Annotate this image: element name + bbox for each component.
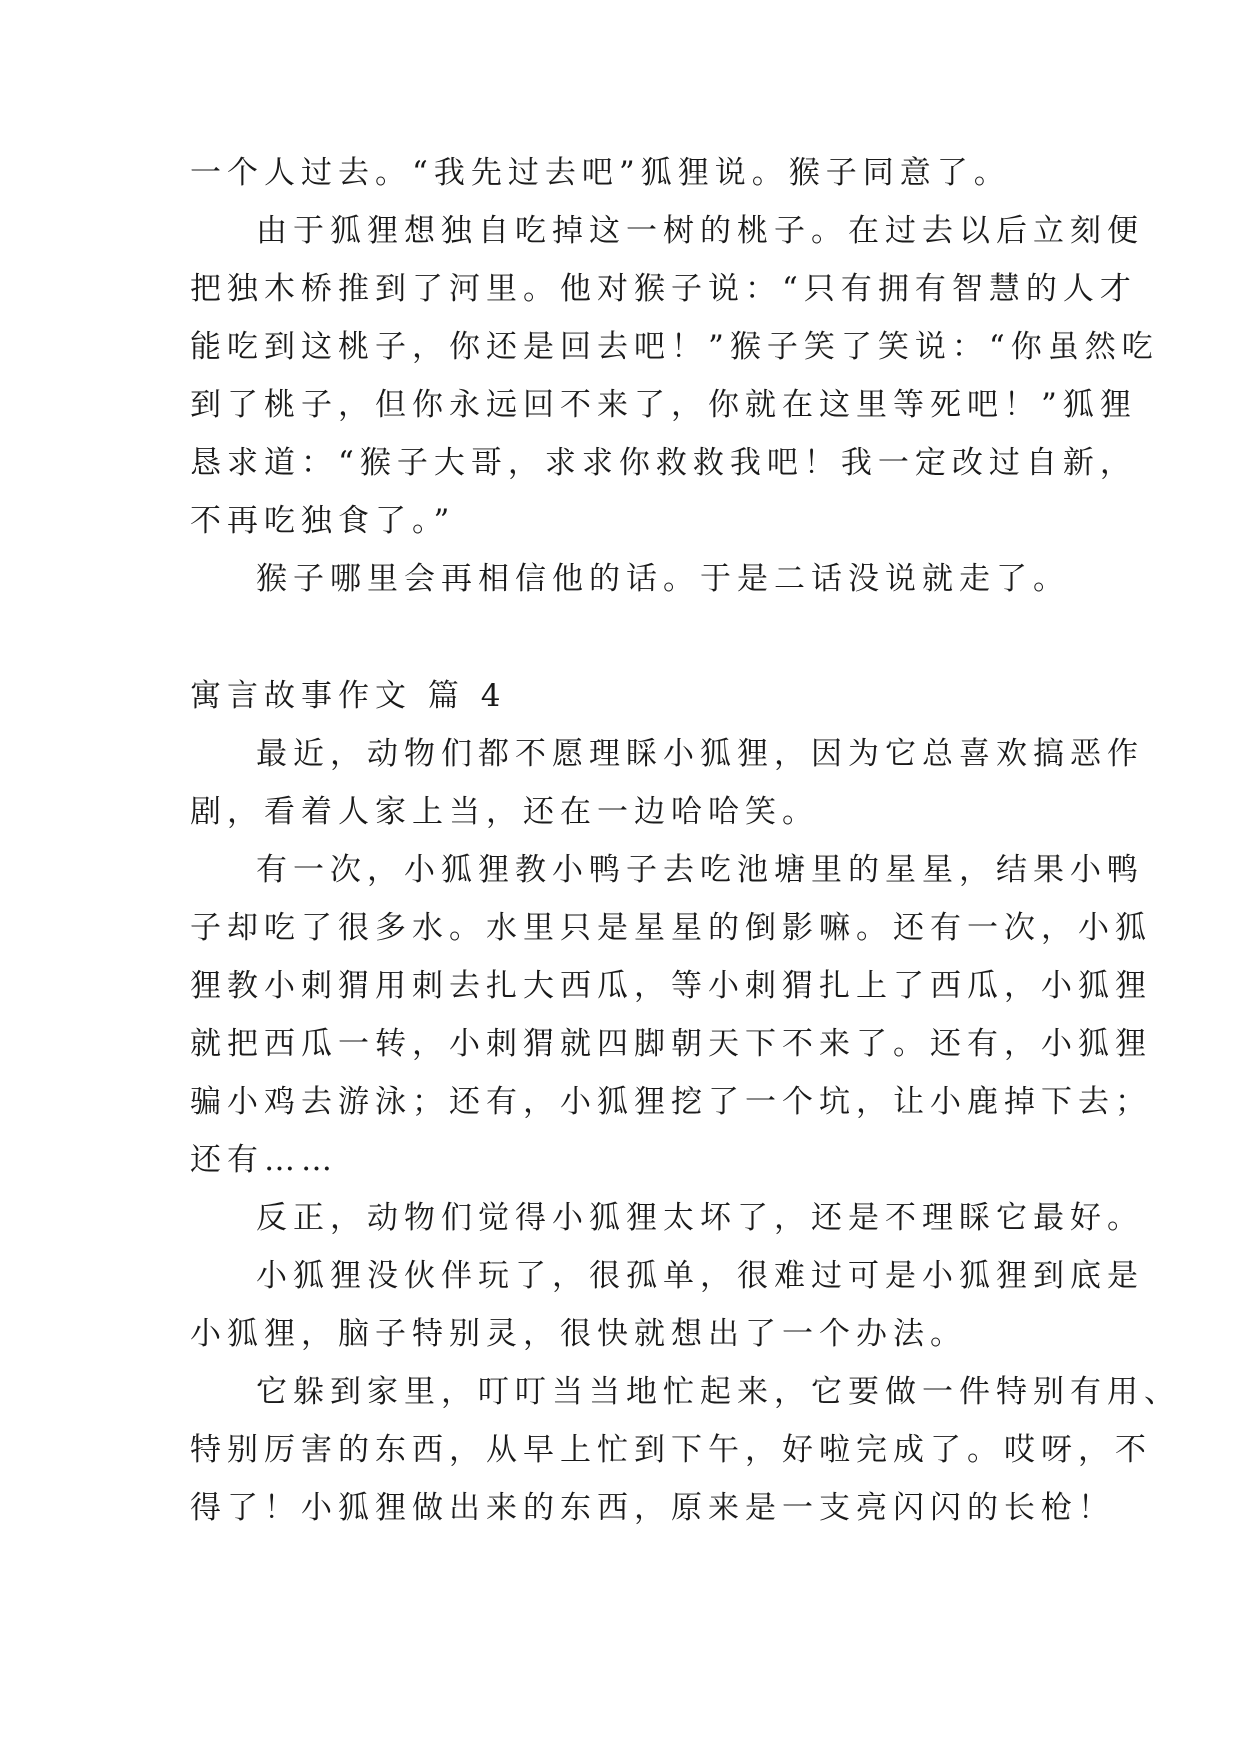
continuation-line: 一个人过去。“我先过去吧”狐狸说。猴子同意了。 — [190, 155, 1011, 191]
paragraph-line: 反正，动物们觉得小狐狸太坏了，还是不理睬它最好。 — [256, 1200, 1144, 1236]
paragraph-line: 有一次，小狐狸教小鸭子去吃池塘里的星星，结果小鸭 — [256, 852, 1144, 888]
paragraph-line: 骗小鸡去游泳；还有，小狐狸挖了一个坑，让小鹿掉下去； — [190, 1084, 1152, 1120]
paragraph-line: 猴子哪里会再相信他的话。于是二话没说就走了。 — [256, 561, 1070, 597]
section-heading: 寓言故事作文 篇 4 — [190, 678, 507, 714]
paragraph-line: 能吃到这桃子，你还是回去吧！”猴子笑了笑说：“你虽然吃 — [190, 329, 1159, 365]
paragraph-line: 子却吃了很多水。水里只是星星的倒影嘛。还有一次，小狐 — [190, 910, 1152, 946]
paragraph-line: 剧，看着人家上当，还在一边哈哈笑。 — [190, 794, 819, 830]
paragraph-line: 就把西瓜一转，小刺猬就四脚朝天下不来了。还有，小狐狸 — [190, 1026, 1152, 1062]
paragraph-line: 最近，动物们都不愿理睬小狐狸，因为它总喜欢搞恶作 — [256, 736, 1144, 772]
paragraph-line: 还有…… — [190, 1142, 338, 1178]
paragraph-line: 把独木桥推到了河里。他对猴子说：“只有拥有智慧的人才 — [190, 271, 1137, 307]
paragraph-line: 到了桃子，但你永远回不来了，你就在这里等死吧！”狐狸 — [190, 387, 1137, 423]
paragraph-line: 小狐狸没伙伴玩了，很孤单，很难过可是小狐狸到底是 — [256, 1258, 1144, 1294]
paragraph-line: 它躲到家里，叮叮当当地忙起来，它要做一件特别有用、 — [256, 1374, 1181, 1410]
paragraph-line: 得了！小狐狸做出来的东西，原来是一支亮闪闪的长枪！ — [190, 1490, 1115, 1526]
paragraph-line: 不再吃独食了。” — [190, 503, 456, 539]
paragraph-line: 小狐狸，脑子特别灵，很快就想出了一个办法。 — [190, 1316, 967, 1352]
paragraph-line: 恳求道：“猴子大哥，求求你救救我吧！我一定改过自新， — [190, 445, 1137, 481]
paragraph-line: 特别厉害的东西，从早上忙到下午，好啦完成了。哎呀，不 — [190, 1432, 1152, 1468]
paragraph-line: 狸教小刺猬用刺去扎大西瓜，等小刺猬扎上了西瓜，小狐狸 — [190, 968, 1152, 1004]
paragraph-line: 由于狐狸想独自吃掉这一树的桃子。在过去以后立刻便 — [256, 213, 1144, 249]
